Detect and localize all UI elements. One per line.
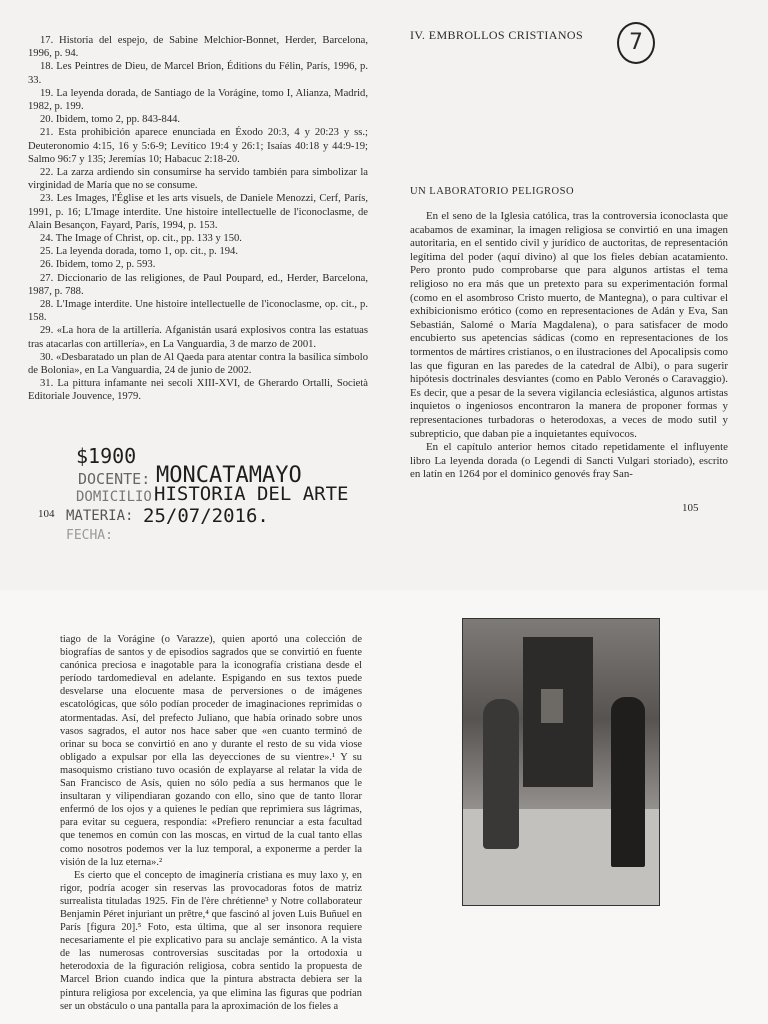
right-page-body — [410, 210, 728, 482]
fecha-label: FECHA: — [66, 528, 113, 543]
section-title: UN LABORATORIO PELIGROSO — [410, 186, 575, 197]
right-paragraph-1: En el seno de la Iglesia católica, tras la controversia iconoclasta que acabamos de examinar, la imagen religiosa se convirtió en una imagen autoritaria, en el sentido civil y jurídico de auctoritas, de representación legítima del poder (aquí divino) al que los fieles debían acatamiento. Pero pronto pudo comprobarse que para algunos artistas el tema religioso no era más que un pretexto para su experimentación formal (como en el asombroso Cristo muerto, de Mantegna), o para cultivar el exhibicionismo erótico (como en representaciones de Adán y Eva, San Sebastián, Salomé o María Magdalena), o para satisfacer de modo encubierto sus apetencias sádicas (como en representaciones de los tormentos de mártires cristianos, o en ilustraciones del Apocalipsis como las que figuran en las paredes de la catedral de Albi), o para sugerir hipótesis doctrinales desviantes (como en Pablo Veronés o Caravaggio). Es decir, que a pesar de la severa vigilancia eclesiástica, algunos artistas inquietos o ingeniosos encontraron la manera de proponer formas y representaciones turbadoras o heterodoxas, a veces de modo sutil y subrepticio, que daban pie a inquietantes equívocos. — [410, 210, 728, 440]
note-17: 17. Historia del espejo, de Sabine Melchior-Bonnet, Herder, Barcelona, 1996, p. 94. — [28, 35, 368, 60]
handwritten-price: $1900 — [76, 444, 137, 468]
figure-photograph — [462, 618, 660, 906]
photo-figure-left — [483, 699, 519, 849]
photo-figure-right — [611, 697, 645, 867]
right-paragraph-2: En el capítulo anterior hemos citado repetidamente el influyente libro La leyenda dorada (o Legendi di Sancti Vulgari storiado), escrito en latín en 1264 por el dominico genovés fray San- — [410, 441, 728, 481]
date-value: 25/07/2016. — [143, 505, 269, 527]
circled-number: 7 — [617, 22, 655, 64]
chapter-header: IV. EMBROLLOS CRISTIANOS — [410, 28, 584, 42]
note-23: 23. Les Images, l'Église et les arts visuels, de Daniele Menozzi, Cerf, París, 1991, p. 16; L'Image interdite. Une histoire intellectuelle de l'iconoclasme, de Alain Besançon, Fayard, París, 1994, p. 153. — [28, 193, 368, 231]
note-21: 21. Esta prohibición aparece enunciada en Éxodo 20:3, 4 y 20:23 y ss.; Deuteronomio 4:15, 16 y 5:6-9; Levítico 19:4 y 26:1; Isaías 40:18 y 44:9-19; Salmo 96:7 y 135; Jeremías 10; Habacuc 2:18-20. — [28, 127, 368, 165]
note-18: 18. Les Peintres de Dieu, de Marcel Brion, Éditions du Félin, París, 1996, p. 33. — [28, 61, 368, 86]
note-27: 27. Diccionario de las religiones, de Paul Poupard, ed., Herder, Barcelona, 1987, p. 788. — [28, 272, 368, 297]
domicilio-label: DOMICILIO: — [76, 489, 161, 505]
bottom-paragraph-2: Es cierto que el concepto de imaginería cristiana es muy laxo y, en rigor, podría acoger sin reservas las provocadoras fotos de matriz surrealista tituladas 1925. Fin de l'ère chrétienne³ y Notre collaborateur Benjamin Péret injuriant un prêtre,⁴ que fascinó al joven Luis Buñuel en París [figura 20].⁵ Foto, esta última, que al ser insonora requiere necesariamente el pie explicativo para su anclaje semántico. A la vista de las numerosas controversias suscitadas por la ortodoxia u heterodoxia de la figuración religiosa, cobra sentido la propuesta de Marcel Brion cuando indica que la pintura abstracta debiera ser la pintura religiosa por excelencia, ya que elimina las figuras que podrían ser un obstáculo o una pantalla para la aproximación de los fieles a — [60, 869, 362, 1012]
note-25: 25. La leyenda dorada, tomo 1, op. cit., p. 194. — [40, 246, 238, 258]
materia-label: MATERIA: — [66, 508, 134, 524]
materia-value: HISTORIA DEL ARTE — [154, 483, 349, 505]
note-26: 26. Ibidem, tomo 2, p. 593. — [40, 259, 156, 271]
note-30: 30. «Desbaratado un plan de Al Qaeda para atentar contra la basílica símbolo de Bolonia», en La Vanguardia, 24 de junio de 2002. — [28, 351, 368, 377]
bottom-page-body — [60, 633, 362, 1013]
docente-value: MONCATAMAYO — [156, 463, 302, 488]
note-20: 20. Ibidem, tomo 2, pp. 843-844. — [40, 114, 181, 126]
page-number-right: 105 — [682, 502, 699, 514]
note-24: 24. The Image of Christ, op. cit., pp. 133 y 150. — [40, 233, 242, 245]
note-28: 28. L'Image interdite. Une histoire intellectuelle de l'iconoclasme, op. cit., p. 158. — [28, 299, 368, 324]
note-29: 29. «La hora de la artillería. Afganistán usará explosivos contra las estatuas tras atacarlas con artillería», en La Vanguardia, 3 de marzo de 2001. — [28, 325, 368, 350]
docente-label: DOCENTE: — [78, 470, 151, 488]
bottom-paragraph-1: tiago de la Vorágine (o Varazze), quien aportó una colección de biografías de santos y de episodios sagrados que se convirtió en fuente canónica preciosa e inagotable para la iconografía cristiana desde el período tardomedieval en adelante. Espigando en sus textos puede desvelarse una elocuente masa de perversiones o de imágenes escatológicas, que sólo podían proceder de imaginaciones reprimidas o atormentadas. Así, del prefecto Juliano, que había orinado sobre unos vasos sagrados, el autor nos hace saber que «en cuanto terminó de orinar su boca se convirtió en ano y durante el resto de su vida viose obligado a expulsar por ella las deyecciones de su vientre».¹ Y su masoquismo cristiano tuvo ocasión de explayarse al relatar la vida de San Francisco de Asís, quien no sólo pedía a sus hermanos que le insultaran y vilipendiaran gozando con ello, sino que de tanto llorar enfermó de los ojos y a quienes le pedían que reprimiera sus lágrimas, para evitar su ceguera, respondía: «Prefiero renunciar a esta facultad que tenemos en común con las moscas, en virtud de la cual tanto ellas como nosotros podemos ver la luz temporal, a exponerme a perder la visión de la luz eterna».² — [60, 634, 362, 868]
note-19: 19. La leyenda dorada, de Santiago de la Vorágine, tomo I, Alianza, Madrid, 1982, p. 199. — [28, 87, 368, 113]
left-page-notes — [28, 34, 368, 404]
photo-window — [541, 689, 563, 723]
note-31: 31. La pittura infamante nei secoli XIII-XVI, de Gherardo Ortalli, Società Editoriale Jouvence, 1979. — [28, 378, 368, 403]
note-22: 22. La zarza ardiendo sin consumirse ha servido también para simbolizar la virginidad de María que no se consume. — [28, 167, 368, 192]
page-number-left: 104 — [38, 508, 55, 520]
